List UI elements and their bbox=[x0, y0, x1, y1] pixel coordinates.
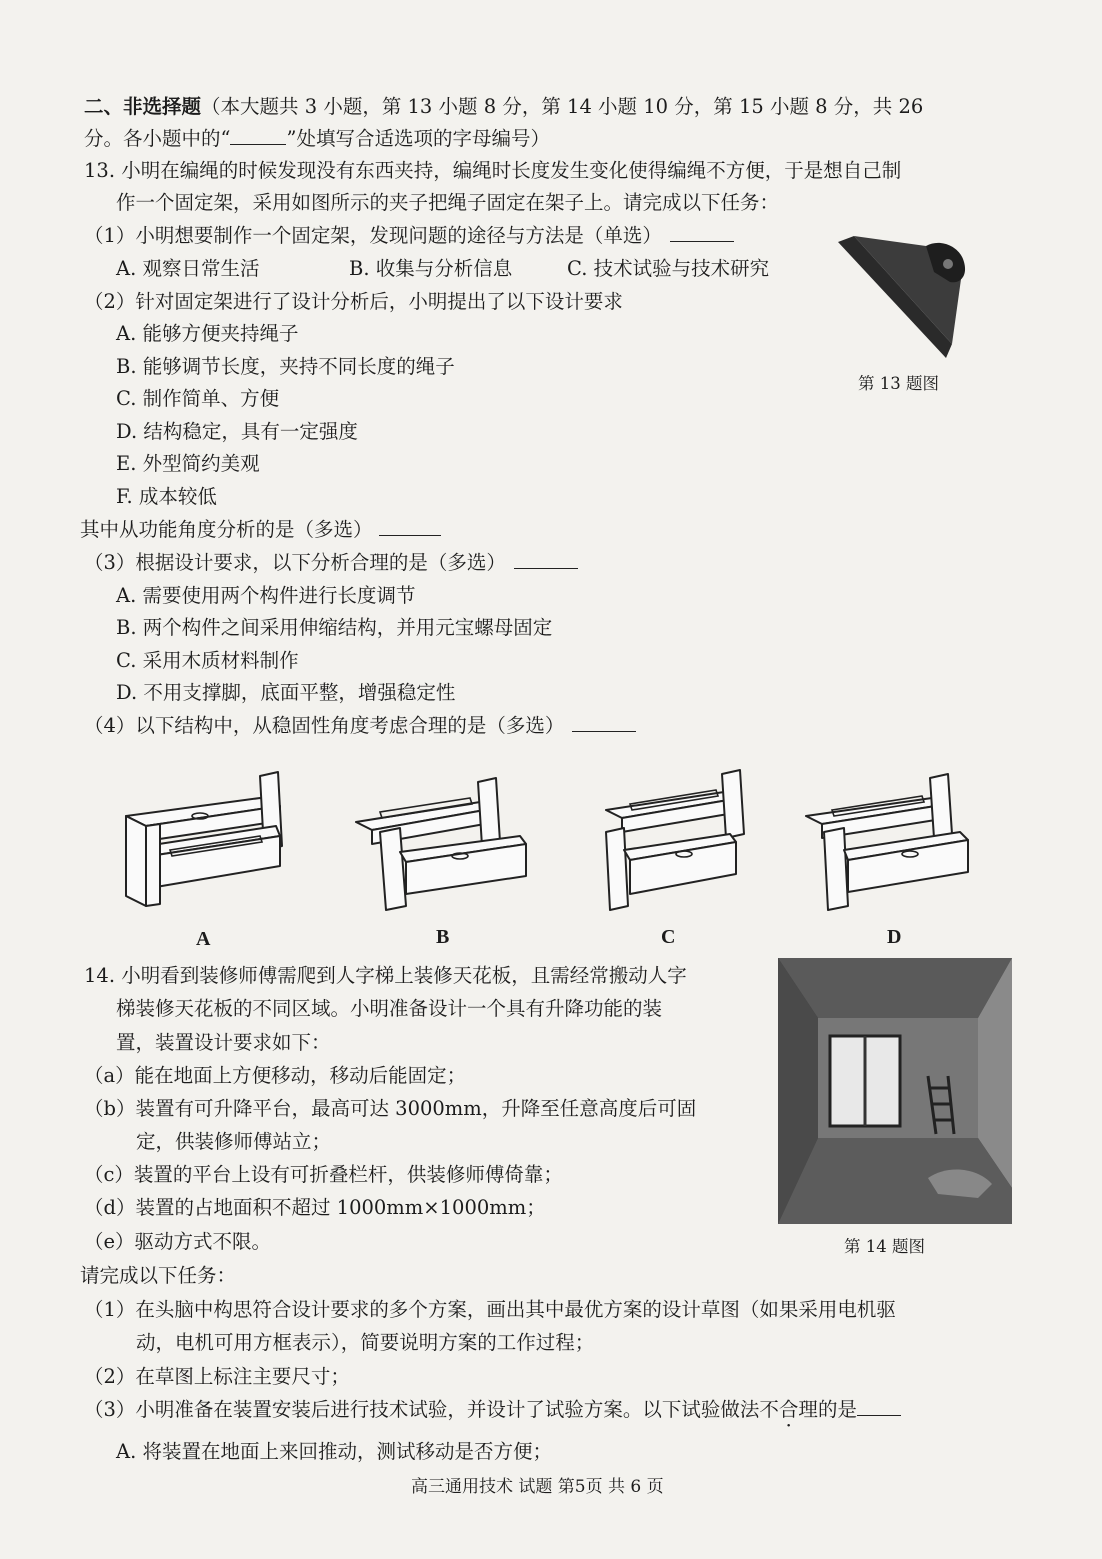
structure-label-a: A bbox=[196, 928, 211, 950]
blank-example bbox=[230, 126, 286, 145]
q14-task1-2: 动，电机可用方框表示），简要说明方案的工作过程； bbox=[136, 1331, 595, 1354]
structure-d-figure bbox=[800, 772, 980, 912]
q13-part3-answer-blank[interactable] bbox=[514, 550, 578, 569]
q13-part1-answer-blank[interactable] bbox=[670, 223, 734, 242]
q13-p2-option-e: E. 外型简约美观 bbox=[116, 452, 260, 475]
q13-p3-option-a: A. 需要使用两个构件进行长度调节 bbox=[116, 584, 416, 607]
q14-stem-1: 14. 小明看到装修师傅需爬到人字梯上装修天花板，且需经常搬动人字 bbox=[84, 964, 687, 987]
q13-p2-option-a: A. 能够方便夹持绳子 bbox=[116, 322, 299, 345]
q13-p2-question bbox=[80, 517, 441, 543]
section-header-line-2 bbox=[84, 126, 550, 152]
q13-p1-option-b: B. 收集与分析信息 bbox=[349, 257, 513, 280]
q14-task2: （2）在草图上标注主要尺寸； bbox=[84, 1365, 350, 1388]
structure-c-figure bbox=[600, 766, 750, 911]
section-header-line-1 bbox=[84, 94, 923, 120]
clip-hole bbox=[943, 259, 953, 269]
q14-task3-answer-blank[interactable] bbox=[857, 1397, 901, 1416]
q13-part1 bbox=[84, 223, 734, 249]
section-intro-1: （本大题共 3 小题，第 13 小题 8 分，第 14 小题 10 分，第 15 小题 8 分，共 26 bbox=[201, 95, 924, 118]
q13-part4-text: （4）以下结构中，从稳固性角度考虑合理的是（多选） bbox=[84, 714, 565, 737]
q13-part2: （2）针对固定架进行了设计分析后，小明提出了以下设计要求 bbox=[84, 290, 623, 313]
q13-p2-option-b: B. 能够调节长度，夹持不同长度的绳子 bbox=[116, 355, 455, 378]
q13-p2-option-d: D. 结构稳定，具有一定强度 bbox=[116, 420, 358, 443]
q13-stem-2: 作一个固定架，采用如图所示的夹子把绳子固定在架子上。请完成以下任务： bbox=[116, 191, 780, 214]
binder-clip-figure bbox=[830, 232, 970, 367]
structure-label-b: B bbox=[436, 926, 450, 948]
q13-p3-option-d: D. 不用支撑脚，底面平整，增强稳定性 bbox=[116, 681, 456, 704]
q13-p3-option-b: B. 两个构件之间采用伸缩结构，并用元宝螺母固定 bbox=[116, 616, 553, 639]
structure-a-figure bbox=[120, 766, 290, 916]
q13-p2-question-text: 其中从功能角度分析的是（多选） bbox=[80, 518, 373, 541]
section-title: 二、非选择题 bbox=[84, 95, 202, 118]
q14-stem-3: 置，装置设计要求如下： bbox=[116, 1031, 331, 1054]
q14-req-d: （d）装置的占地面积不超过 1000mm×1000mm； bbox=[84, 1196, 546, 1219]
q14-task3-post: 的是 bbox=[817, 1398, 857, 1421]
page-footer: 高三通用技术 试题 第5页 共 6 页 bbox=[411, 1477, 664, 1497]
q13-part1-text: （1）小明想要制作一个固定架，发现问题的途径与方法是（单选） bbox=[84, 224, 662, 247]
q13-part4-answer-blank[interactable] bbox=[572, 713, 636, 732]
q13-part3-text: （3）根据设计要求，以下分析合理的是（多选） bbox=[84, 551, 506, 574]
q14-task3-emphasis: 不合理 bbox=[759, 1398, 818, 1421]
q14-req-e: （e）驱动方式不限。 bbox=[84, 1230, 272, 1253]
q13-p2-option-f: F. 成本较低 bbox=[116, 485, 217, 508]
q13-figure-caption: 第 13 题图 bbox=[858, 374, 939, 393]
q13-p2-option-c: C. 制作简单、方便 bbox=[116, 387, 280, 410]
q14-req-a: （a）能在地面上方便移动，移动后能固定； bbox=[84, 1064, 467, 1087]
q14-figure-caption: 第 14 题图 bbox=[844, 1237, 925, 1256]
q13-part4 bbox=[84, 713, 636, 739]
q14-req-b-1: （b）装置有可升降平台，最高可达 3000mm，升降至任意高度后可固 bbox=[84, 1097, 697, 1120]
q14-req-c: （c）装置的平台上设有可折叠栏杆，供装修师傅倚靠； bbox=[84, 1163, 563, 1186]
q13-p3-option-c: C. 采用木质材料制作 bbox=[116, 649, 299, 672]
q14-task3 bbox=[84, 1397, 901, 1423]
q13-part2-answer-blank[interactable] bbox=[379, 517, 441, 536]
structure-label-c: C bbox=[661, 926, 676, 948]
q14-stem-2: 梯装修天花板的不同区域。小明准备设计一个具有升降功能的装 bbox=[116, 997, 663, 1020]
q14-tasks-heading: 请完成以下任务： bbox=[80, 1264, 237, 1287]
q14-task3-pre: （3）小明准备在装置安装后进行技术试验，并设计了试验方案。以下试验做法 bbox=[84, 1398, 760, 1421]
q14-task3-option-a: A. 将装置在地面上来回推动，测试移动是否方便； bbox=[116, 1440, 552, 1463]
structure-b-figure bbox=[350, 772, 535, 912]
q14-req-b-2: 定，供装修师傅站立； bbox=[136, 1130, 332, 1153]
q13-part3 bbox=[84, 550, 578, 576]
q13-p1-option-a: A. 观察日常生活 bbox=[116, 257, 260, 280]
section-intro-2a: 分。各小题中的“ bbox=[84, 127, 231, 150]
section-intro-2b: ”处填写合适选项的字母编号） bbox=[286, 127, 550, 150]
q13-stem-1: 13. 小明在编绳的时候发现没有东西夹持，编绳时长度发生变化使得编绳不方便，于是想自己制 bbox=[84, 159, 902, 182]
q14-task1-1: （1）在头脑中构思符合设计要求的多个方案，画出其中最优方案的设计草图（如果采用电机驱 bbox=[84, 1298, 896, 1321]
room-photo-figure bbox=[778, 958, 1012, 1224]
structure-label-d: D bbox=[887, 926, 902, 948]
q13-p1-option-c: C. 技术试验与技术研究 bbox=[567, 257, 770, 280]
